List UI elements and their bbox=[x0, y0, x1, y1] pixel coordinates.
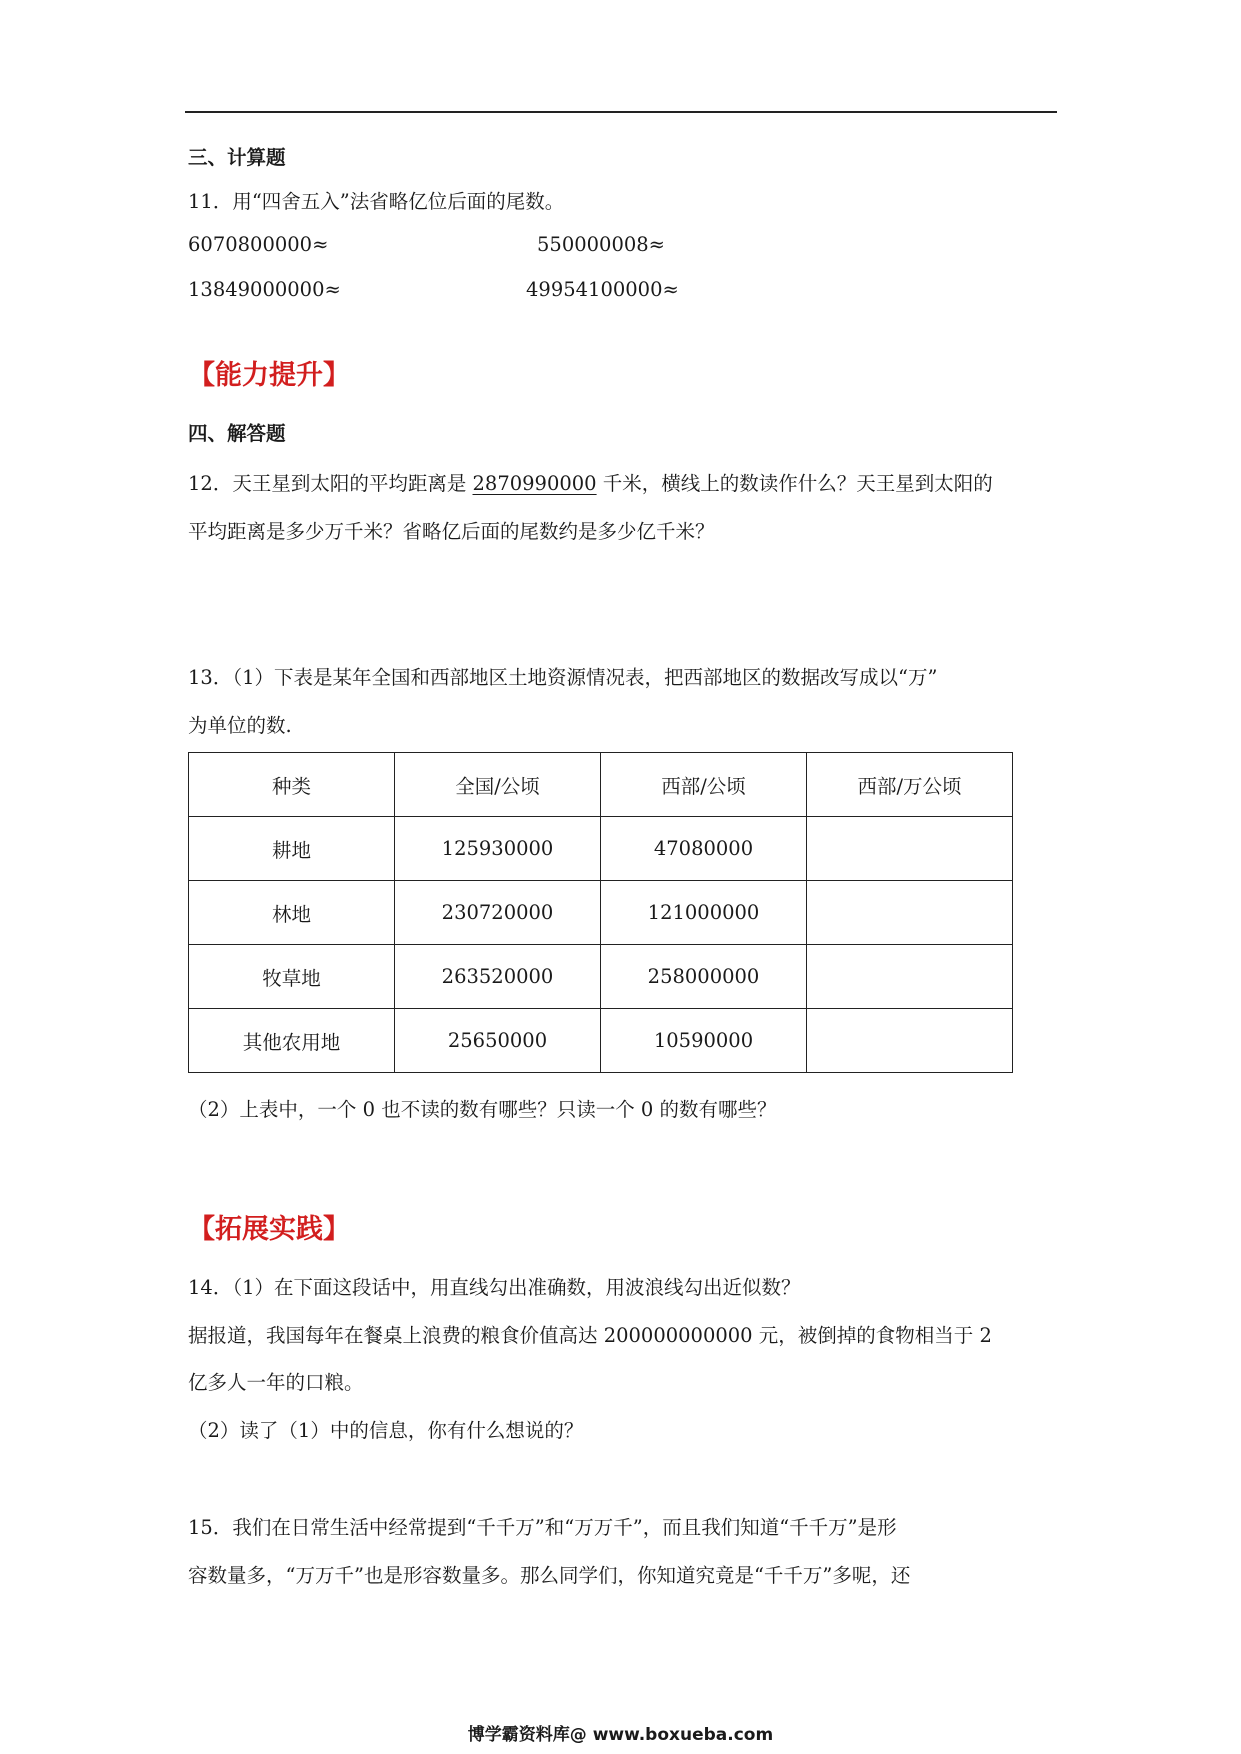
table-cell: 25650000 bbox=[395, 1009, 601, 1073]
q12-prefix: 12．天王星到太阳的平均距离是 bbox=[188, 472, 473, 495]
table-row bbox=[189, 817, 1013, 881]
table-cell: 125930000 bbox=[395, 817, 601, 881]
question-13-line2: 为单位的数. bbox=[188, 714, 292, 737]
land-resources-table bbox=[188, 752, 1013, 1073]
q11-item-2: 550000008≈ bbox=[537, 233, 665, 256]
table-header-cell: 种类 bbox=[189, 753, 395, 817]
question-14-line3: 亿多人一年的口粮。 bbox=[188, 1371, 364, 1394]
section-4-title: 四、解答题 bbox=[188, 422, 286, 445]
q12-suffix: 千米，横线上的数读作什么？天王星到太阳的 bbox=[596, 472, 993, 495]
question-12-line1 bbox=[188, 474, 993, 494]
ability-section-title: 【能力提升】 bbox=[188, 360, 350, 391]
table-row bbox=[189, 881, 1013, 945]
table-cell bbox=[807, 881, 1013, 945]
section-3-title: 三、计算题 bbox=[188, 146, 286, 169]
table-cell: 其他农用地 bbox=[189, 1009, 395, 1073]
table-header-row bbox=[189, 753, 1013, 817]
question-11: 11．用“四舍五入”法省略亿位后面的尾数。 bbox=[188, 190, 565, 213]
table-row bbox=[189, 945, 1013, 1009]
table-cell: 10590000 bbox=[601, 1009, 807, 1073]
table-cell bbox=[807, 1009, 1013, 1073]
question-13-line1: 13．（1）下表是某年全国和西部地区土地资源情况表，把西部地区的数据改写成以“万” bbox=[188, 666, 938, 689]
footer-watermark: 博学霸资料库@ www.boxueba.com bbox=[467, 1725, 774, 1745]
q11-item-1: 6070800000≈ bbox=[188, 233, 329, 256]
question-14-line2: 据报道，我国每年在餐桌上浪费的粮食价值高达 200000000000 元，被倒掉的食物相当于 2 bbox=[188, 1324, 992, 1347]
table-header-cell: 西部/万公顷 bbox=[807, 753, 1013, 817]
question-14-line1: 14．（1）在下面这段话中，用直线勾出准确数，用波浪线勾出近似数？ bbox=[188, 1276, 801, 1299]
table-cell bbox=[807, 817, 1013, 881]
header-rule bbox=[185, 111, 1057, 113]
table-cell: 121000000 bbox=[601, 881, 807, 945]
question-12-line2: 平均距离是多少万千米？省略亿后面的尾数约是多少亿千米？ bbox=[188, 520, 715, 543]
table-row bbox=[189, 1009, 1013, 1073]
q11-item-4: 49954100000≈ bbox=[526, 278, 679, 301]
table-header-cell: 西部/公顷 bbox=[601, 753, 807, 817]
practice-section-title: 【拓展实践】 bbox=[188, 1214, 350, 1245]
question-15-line2: 容数量多，“万万千”也是形容数量多。那么同学们，你知道究竟是“千千万”多呢，还 bbox=[188, 1564, 911, 1587]
table-cell: 47080000 bbox=[601, 817, 807, 881]
table-cell: 林地 bbox=[189, 881, 395, 945]
question-15-line1: 15．我们在日常生活中经常提到“千千万”和“万万千”，而且我们知道“千千万”是形 bbox=[188, 1516, 897, 1539]
table-cell: 263520000 bbox=[395, 945, 601, 1009]
question-13-part2: （2）上表中，一个 0 也不读的数有哪些？只读一个 0 的数有哪些？ bbox=[188, 1098, 777, 1121]
table-cell bbox=[807, 945, 1013, 1009]
table-cell: 258000000 bbox=[601, 945, 807, 1009]
q11-item-3: 13849000000≈ bbox=[188, 278, 341, 301]
table-cell: 230720000 bbox=[395, 881, 601, 945]
table-cell: 耕地 bbox=[189, 817, 395, 881]
table-cell: 牧草地 bbox=[189, 945, 395, 1009]
q12-underlined-number: 2870990000 bbox=[472, 472, 597, 495]
table-header-cell: 全国/公顷 bbox=[395, 753, 601, 817]
question-14-part2: （2）读了（1）中的信息，你有什么想说的？ bbox=[188, 1419, 584, 1442]
